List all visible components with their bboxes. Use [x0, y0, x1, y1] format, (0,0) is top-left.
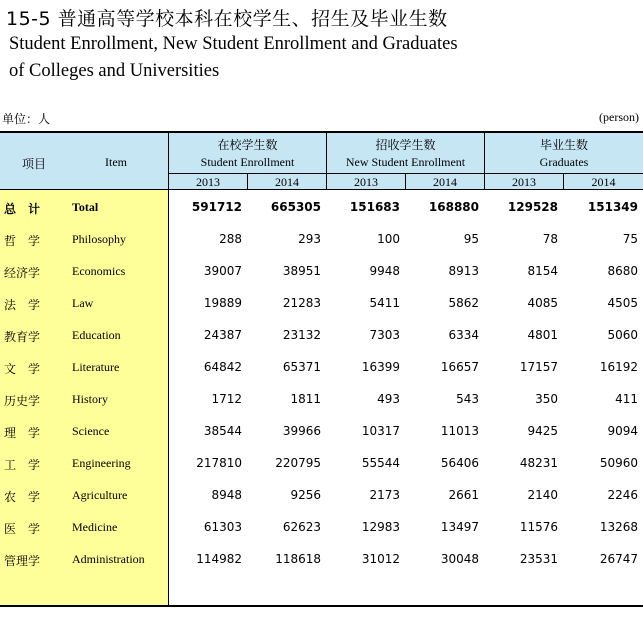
header-item-english: Item: [105, 155, 127, 169]
row-value: 5060: [607, 328, 638, 342]
row-value: 129528: [507, 200, 558, 214]
row-value: 13268: [599, 520, 638, 534]
header-year: 2014: [275, 175, 299, 189]
row-value: 5862: [448, 296, 479, 310]
row-value: 350: [535, 392, 558, 406]
header-group-student-en: Student Enrollment: [200, 155, 295, 169]
row-value: 2140: [527, 488, 558, 502]
row-value: 19889: [203, 296, 242, 310]
row-value: 39966: [282, 424, 321, 438]
row-value: 493: [377, 392, 400, 406]
unit-label-chinese: 单位：人: [2, 112, 51, 126]
row-value: 64842: [203, 360, 242, 374]
row-value: 220795: [275, 456, 321, 470]
table-top-rule: [0, 131, 643, 133]
table-title-chinese: 15-5 普通高等学校本科在校学生、招生及毕业生数: [6, 8, 448, 30]
row-label-chinese: 经济学: [4, 266, 41, 280]
row-value: 293: [298, 232, 321, 246]
row-value: 1811: [290, 392, 321, 406]
row-label-chinese: 历史学: [4, 394, 41, 408]
row-value: 288: [219, 232, 242, 246]
row-value: 5411: [369, 296, 400, 310]
row-label-english: Law: [72, 296, 94, 310]
header-year: 2013: [354, 175, 378, 189]
row-label-chinese: 管理学: [4, 554, 41, 568]
row-value: 65371: [282, 360, 321, 374]
row-value: 11576: [519, 520, 558, 534]
row-label-english: History: [72, 392, 108, 406]
unit-label-english: (person): [599, 110, 639, 124]
row-value: 24387: [203, 328, 242, 342]
row-value: 217810: [196, 456, 242, 470]
row-label-chinese: 理 学: [4, 426, 41, 440]
row-value: 61303: [203, 520, 242, 534]
table-title-english-line1: Student Enrollment, New Student Enrollment and Graduates: [9, 34, 458, 54]
row-value: 7303: [369, 328, 400, 342]
row-label-chinese: 法 学: [4, 298, 41, 312]
header-group-new-cn: 招收学生数: [375, 138, 436, 152]
header-group-new-en: New Student Enrollment: [345, 155, 466, 169]
row-value: 38544: [203, 424, 242, 438]
row-value: 151683: [349, 200, 400, 214]
row-value: 4085: [527, 296, 558, 310]
row-value: 13497: [440, 520, 479, 534]
header-item-chinese: 项目: [22, 157, 47, 171]
row-value: 23132: [282, 328, 321, 342]
row-value: 4801: [527, 328, 558, 342]
row-value: 665305: [270, 200, 321, 214]
row-value: 78: [542, 232, 558, 246]
header-year: 2014: [433, 175, 457, 189]
row-value: 16399: [361, 360, 400, 374]
header-group-student-cn: 在校学生数: [217, 138, 278, 152]
row-value: 411: [615, 392, 638, 406]
table-title-english-line2: of Colleges and Universities: [9, 61, 220, 81]
row-value: 31012: [361, 552, 400, 566]
row-value: 9425: [527, 424, 558, 438]
row-value: 16192: [599, 360, 638, 374]
row-value: 118618: [275, 552, 321, 566]
row-value: 2246: [607, 488, 638, 502]
row-value: 48231: [519, 456, 558, 470]
row-value: 23531: [519, 552, 558, 566]
row-value: 9256: [290, 488, 321, 502]
row-value: 21283: [282, 296, 321, 310]
row-value: 12983: [361, 520, 400, 534]
row-value: 2173: [369, 488, 400, 502]
row-value: 9094: [607, 424, 638, 438]
row-value: 8913: [448, 264, 479, 278]
row-value: 8680: [607, 264, 638, 278]
row-label-chinese: 总 计: [4, 202, 41, 216]
row-value: 6334: [448, 328, 479, 342]
row-label-english: Science: [72, 424, 110, 438]
header-group-grad-en: Graduates: [539, 155, 589, 169]
row-value: 1712: [211, 392, 242, 406]
row-value: 56406: [440, 456, 479, 470]
row-label-chinese: 哲 学: [4, 234, 41, 248]
row-value: 30048: [440, 552, 479, 566]
row-value: 543: [456, 392, 479, 406]
row-label-english: Medicine: [72, 520, 118, 534]
row-label-english: Literature: [72, 360, 120, 374]
row-label-english: Engineering: [72, 456, 131, 470]
table-bottom-rule: [0, 605, 643, 607]
row-label-chinese: 文 学: [4, 362, 41, 376]
row-value: 55544: [361, 456, 400, 470]
row-label-english: Education: [72, 328, 121, 342]
row-value: 17157: [519, 360, 558, 374]
row-label-chinese: 工 学: [4, 458, 41, 472]
row-value: 11013: [440, 424, 479, 438]
row-value: 39007: [203, 264, 242, 278]
row-label-chinese: 教育学: [4, 330, 41, 344]
header-year: 2013: [196, 175, 220, 189]
row-label-english: Total: [72, 200, 99, 214]
row-value: 100: [377, 232, 400, 246]
row-value: 2661: [448, 488, 479, 502]
row-value: 50960: [599, 456, 638, 470]
header-year: 2014: [591, 175, 616, 189]
row-label-chinese: 农 学: [4, 490, 41, 504]
row-value: 8154: [527, 264, 558, 278]
row-value: 16657: [440, 360, 479, 374]
row-label-english: Agriculture: [72, 488, 128, 502]
row-value: 4505: [607, 296, 638, 310]
row-value: 8948: [211, 488, 242, 502]
row-value: 591712: [191, 200, 242, 214]
row-value: 26747: [599, 552, 638, 566]
row-label-chinese: 医 学: [4, 522, 41, 536]
row-value: 62623: [282, 520, 321, 534]
row-label-english: Administration: [72, 552, 145, 566]
row-label-english: Philosophy: [72, 232, 127, 246]
row-value: 114982: [196, 552, 242, 566]
row-value: 168880: [428, 200, 479, 214]
row-value: 9948: [369, 264, 400, 278]
row-value: 95: [463, 232, 479, 246]
row-value: 75: [622, 232, 638, 246]
header-year: 2013: [512, 175, 536, 189]
row-value: 10317: [361, 424, 400, 438]
header-group-grad-cn: 毕业生数: [539, 138, 588, 152]
row-value: 38951: [282, 264, 321, 278]
row-label-english: Economics: [72, 264, 126, 278]
row-value: 151349: [587, 200, 638, 214]
